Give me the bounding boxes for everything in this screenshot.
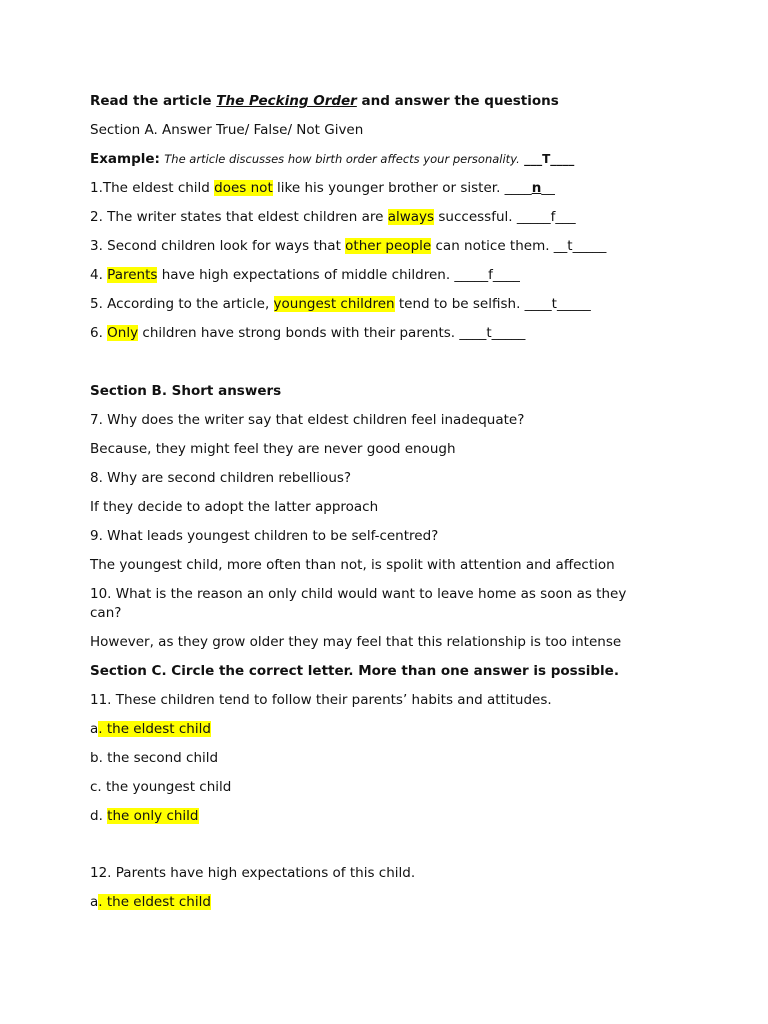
question-12: 12. Parents have high expectations of this child. <box>90 865 416 881</box>
section-b-heading: Section B. Short answers <box>90 383 282 399</box>
highlighted-text: youngest children <box>273 296 395 312</box>
article-title: The Pecking Order <box>216 93 357 109</box>
question-text: like his younger brother or sister. ____ <box>272 180 532 196</box>
question-text: children have strong bonds with their parents. ____t_____ <box>138 325 526 341</box>
question-8: 8. Why are second children rebellious? <box>90 470 352 486</box>
section-c-heading: Section C. Circle the correct letter. More than one answer is possible. <box>90 663 619 679</box>
answer-blank: __ <box>541 180 555 196</box>
question-text: 6. <box>90 325 108 341</box>
question-4 <box>90 266 520 285</box>
option-text: the only child <box>107 808 199 824</box>
highlighted-text: does not <box>214 180 273 196</box>
highlighted-text: other people <box>345 238 432 254</box>
option-12-a <box>90 893 211 912</box>
answer-7: Because, they might feel they are never good enough <box>90 441 456 457</box>
example-line <box>90 150 574 169</box>
instructions-post: and answer the questions <box>356 93 559 109</box>
option-text: . the eldest child <box>98 894 211 910</box>
highlighted-text: Only <box>107 325 139 341</box>
option-11-d <box>90 807 199 826</box>
question-text: have high expectations of middle children. _____f____ <box>157 267 520 283</box>
highlighted-text: Parents <box>107 267 158 283</box>
option-letter: a <box>90 894 99 910</box>
question-7: 7. Why does the writer say that eldest children feel inadequate? <box>90 412 525 428</box>
answer-8: If they decide to adopt the latter approach <box>90 499 379 515</box>
option-11-c <box>90 778 231 797</box>
question-9: 9. What leads youngest children to be self-centred? <box>90 528 439 544</box>
question-10: 10. What is the reason an only child would want to leave home as soon as they can? <box>90 586 627 621</box>
question-text: 1.The eldest child <box>90 180 215 196</box>
example-label: Example: <box>90 151 160 167</box>
question-1 <box>90 179 555 198</box>
instructions-pre: Read the article <box>90 93 217 109</box>
option-text: c. the youngest child <box>90 779 232 795</box>
answer-9: The youngest child, more often than not, is spolit with attention and affection <box>90 557 615 573</box>
question-text: 5. According to the article, <box>90 296 274 312</box>
question-11: 11. These children tend to follow their parents’ habits and attitudes. <box>90 692 552 708</box>
highlighted-text: always <box>387 209 435 225</box>
section-a-heading: Section A. Answer True/ False/ Not Given <box>90 122 364 138</box>
question-text: can notice them. __t_____ <box>431 238 607 254</box>
question-6 <box>90 324 525 343</box>
instructions-heading <box>90 92 559 111</box>
question-text: 4. <box>90 267 108 283</box>
question-2 <box>90 208 576 227</box>
option-11-a <box>90 720 211 739</box>
question-5 <box>90 295 591 314</box>
question-text: 3. Second children look for ways that <box>90 238 346 254</box>
option-text: . the eldest child <box>98 721 211 737</box>
example-answer: ___T____ <box>524 152 575 166</box>
question-text: tend to be selfish. ____t_____ <box>394 296 591 312</box>
example-text: The article discusses how birth order affects your personality. <box>164 152 520 166</box>
answer-text: n <box>531 180 542 196</box>
answer-10: However, as they grow older they may feel that this relationship is too intense <box>90 634 622 650</box>
option-text: b. the second child <box>90 750 219 766</box>
option-letter: a <box>90 721 99 737</box>
option-11-b <box>90 749 218 768</box>
question-text: 2. The writer states that eldest children are <box>90 209 388 225</box>
question-3 <box>90 237 606 256</box>
question-text: successful. _____f___ <box>434 209 576 225</box>
option-letter: d. <box>90 808 108 824</box>
